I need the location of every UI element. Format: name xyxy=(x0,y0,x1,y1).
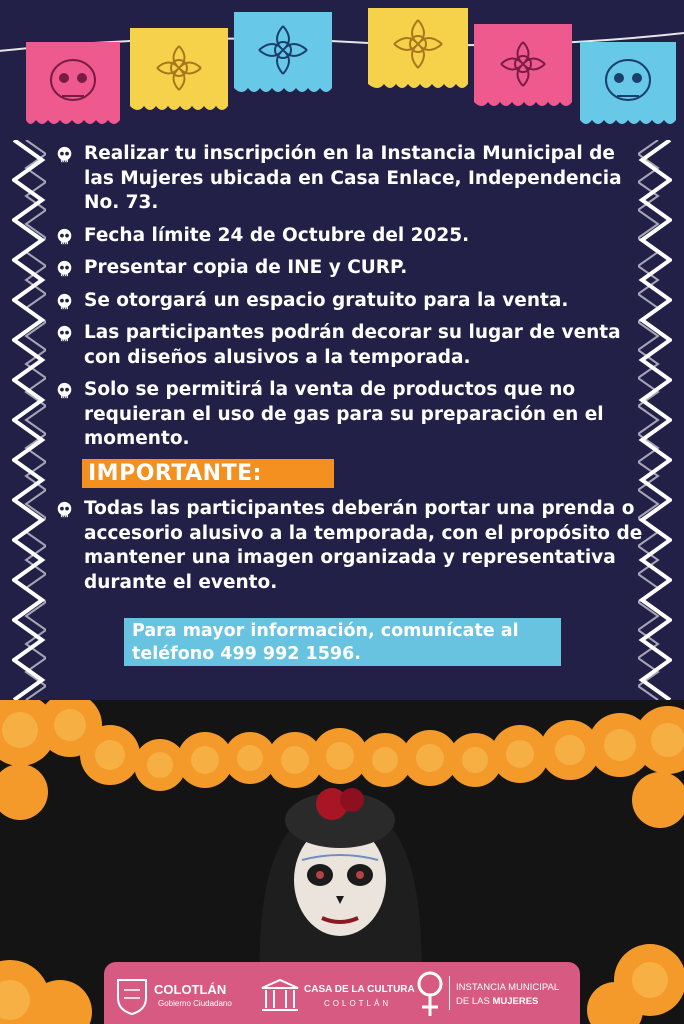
instancia-line-2-wrap xyxy=(456,996,538,1007)
contact-line-1: Para mayor información, comunícate al xyxy=(132,621,519,641)
skull-bullet-icon xyxy=(56,325,73,342)
list-item-text: Todas las participantes deberán portar una prenda o accesorio alusivo a la temporada, con el propósito de mantener una imagen organizada y representativa durante el evento. xyxy=(84,498,643,593)
instancia-line-3: MUJERES xyxy=(492,996,539,1007)
colotlan-title: COLOTLÁN xyxy=(154,982,227,997)
skull-bullet-icon xyxy=(56,146,73,163)
colotlan-shield-icon xyxy=(114,976,150,1016)
contact-info-box xyxy=(124,618,561,666)
papel-picado-yellow-flower-icon-2 xyxy=(368,8,468,92)
skull-bullet-icon xyxy=(56,228,73,245)
requirements-list xyxy=(56,142,646,460)
list-item xyxy=(56,224,646,249)
footer-divider xyxy=(449,976,450,1010)
important-list xyxy=(56,497,646,595)
female-symbol-icon xyxy=(416,970,444,1020)
skull-bullet-icon xyxy=(56,260,73,277)
contact-line-2: teléfono 499 992 1596. xyxy=(132,644,361,664)
casa-cultura-building-icon xyxy=(258,978,302,1014)
list-item-text: Solo se permitirá la venta de productos que no requieran el uso de gas para su preparación en el momento. xyxy=(84,379,604,449)
skull-bullet-icon xyxy=(56,293,73,310)
list-item-text: Fecha límite 24 de Octubre del 2025. xyxy=(84,224,470,246)
casa-cultura-subtitle: COLOTLÁN xyxy=(324,999,392,1008)
papel-picado-yellow-flower-icon xyxy=(130,28,228,114)
list-item-text: Se otorgará un espacio gratuito para la venta. xyxy=(84,289,569,311)
list-item xyxy=(56,321,646,370)
list-item-text: Las participantes podrán decorar su lugar de venta con diseños alusivos a la temporada. xyxy=(84,322,621,368)
skull-bullet-icon xyxy=(56,382,73,399)
zigzag-border-left xyxy=(12,140,46,700)
papel-picado-blue-flower-icon xyxy=(234,12,332,96)
papel-picado-pink-flower-icon xyxy=(474,24,572,110)
papel-picado-pink-skull-icon xyxy=(26,42,120,128)
list-item xyxy=(56,256,646,281)
instancia-line-2: DE LAS xyxy=(456,996,490,1007)
skull-bullet-icon xyxy=(56,501,73,518)
casa-cultura-title: CASA DE LA CULTURA xyxy=(304,984,415,995)
list-item xyxy=(56,289,646,314)
list-item-text: Presentar copia de INE y CURP. xyxy=(84,257,408,278)
list-item xyxy=(56,378,646,452)
papel-picado-blue-skull-icon xyxy=(580,42,676,128)
important-heading: IMPORTANTE: xyxy=(82,459,334,488)
list-item xyxy=(56,142,646,216)
list-item-text: Realizar tu inscripción en la Instancia Municipal de las Mujeres ubicada en Casa Enlace, Independencia No. 73. xyxy=(84,143,622,213)
instancia-line-1: INSTANCIA MUNICIPAL xyxy=(456,982,560,993)
list-item xyxy=(56,497,646,595)
colotlan-subtitle: Gobierno Ciudadano xyxy=(158,999,232,1008)
footer-logo-bar xyxy=(104,962,580,1024)
